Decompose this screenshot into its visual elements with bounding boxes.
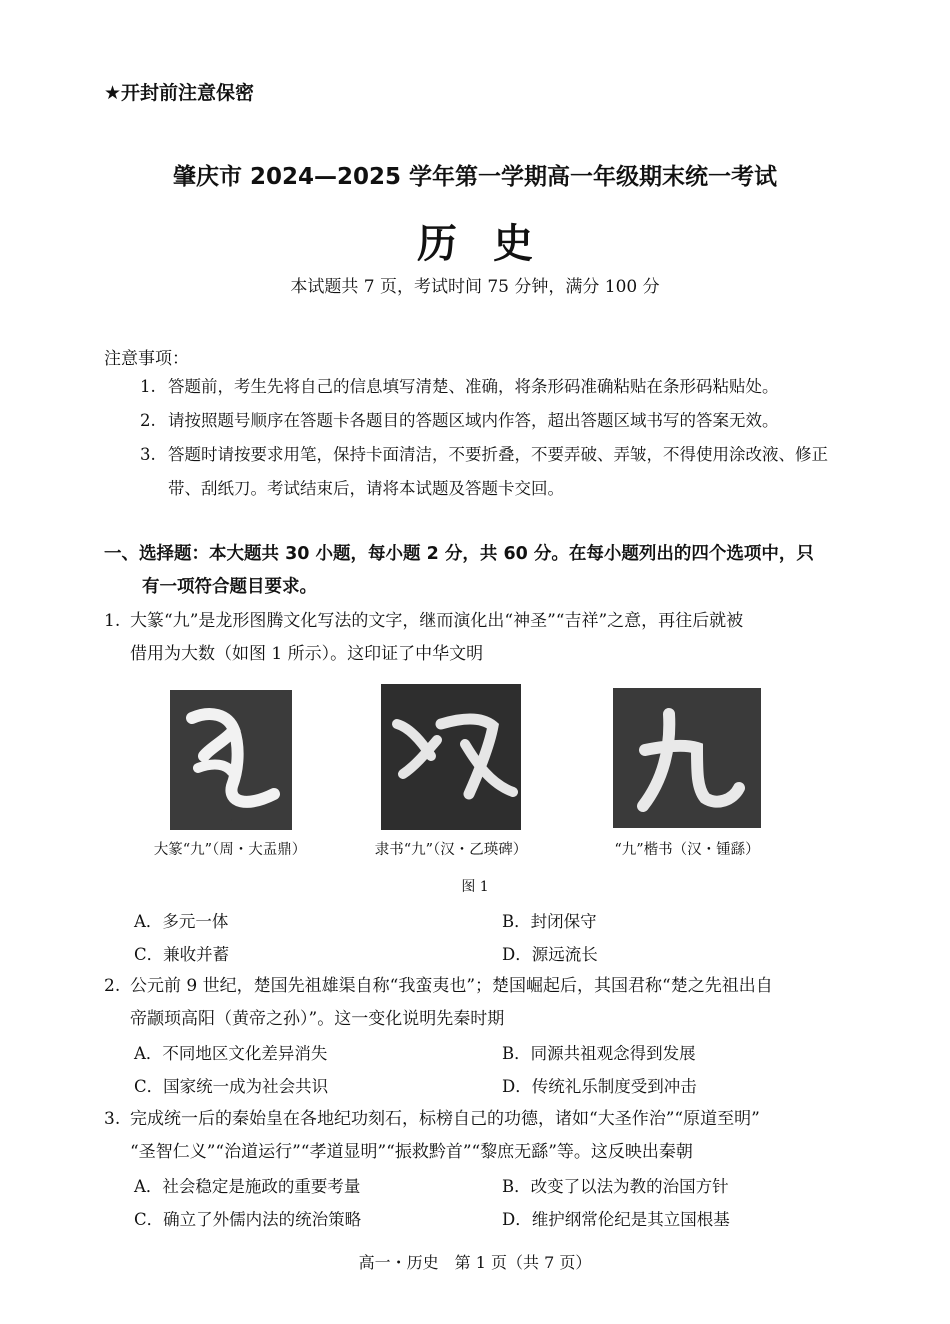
page-footer: 高一・历史 第 1 页（共 7 页）	[358, 1253, 592, 1272]
question-number: 1.	[104, 611, 121, 631]
question-2-line2: 帝颛顼高阳（黄帝之孙）”。这一变化说明先秦时期	[130, 1009, 505, 1029]
section-heading-line1: 一、选择题：本大题共 30 小题，每小题 2 分，共 60 分。在每小题列出的四个选项中，只	[104, 544, 814, 564]
figure-caption-1: 大篆“九”（周・大盂鼎）	[153, 842, 307, 858]
glyph-label: 九	[451, 824, 452, 825]
notes-heading: 注意事项：	[104, 349, 189, 369]
note-text: 答题时请按要求用笔，保持卡面清洁，不要折叠，不要弄破、弄皱，不得使用涂改液、修正带、刮纸刀。考试结束后，请将本试题及答题卡交回。	[168, 445, 828, 498]
question-1-line1	[104, 605, 856, 638]
question-2-line1	[104, 970, 856, 1003]
note-item	[140, 370, 852, 404]
figure-caption-2: 隶书“九”（汉・乙瑛碑）	[374, 842, 528, 858]
note-number: 3.	[140, 445, 156, 464]
q2-option-d: D．传统礼乐制度受到冲击	[502, 1077, 697, 1096]
note-text: 答题前，考生先将自己的信息填写清楚、准确，将条形码准确粘贴在条形码粘贴处。	[168, 377, 779, 396]
exam-title: 肇庆市 2024—2025 学年第一学期高一年级期末统一考试	[172, 164, 778, 190]
figure-caption-3: “九”楷书（汉・锺繇）	[614, 842, 760, 858]
note-item	[140, 438, 852, 506]
q1-option-d: D．源远流长	[502, 945, 598, 964]
question-number: 2.	[104, 976, 121, 996]
glyph-label: 九	[687, 822, 688, 823]
figure-image-dazhuan	[170, 690, 292, 830]
exam-info: 本试题共 7 页，考试时间 75 分钟，满分 100 分	[290, 277, 660, 297]
question-1-line2: 借用为大数（如图 1 所示）。这印证了中华文明	[130, 644, 484, 664]
question-text: 大篆“九”是龙形图腾文化写法的文字，继而演化出“神圣”“吉祥”之意，再往后就被	[130, 611, 744, 631]
q1-option-a: A．多元一体	[134, 912, 229, 931]
question-text: 公元前 9 世纪，楚国先祖雄渠自称“我蛮夷也”；楚国崛起后，其国君称“楚之先祖出自	[130, 976, 773, 996]
q3-option-c: C．确立了外儒内法的统治策略	[134, 1210, 362, 1229]
glyph-label: 九	[231, 820, 232, 821]
q2-option-a: A．不同地区文化差异消失	[134, 1044, 328, 1063]
question-3-line1	[104, 1103, 856, 1136]
confidential-notice: ★开封前注意保密	[104, 82, 255, 104]
subject-title: 历史	[417, 220, 569, 267]
figure-image-lishu	[381, 684, 521, 830]
q2-option-c: C．国家统一成为社会共识	[134, 1077, 329, 1096]
note-item	[140, 404, 852, 438]
q1-option-b: B．封闭保守	[502, 912, 597, 931]
q1-option-c: C．兼收并蓄	[134, 945, 230, 964]
q3-option-d: D．维护纲常伦纪是其立国根基	[502, 1210, 730, 1229]
note-number: 1.	[140, 377, 156, 396]
q3-option-b: B．改变了以法为教的治国方针	[502, 1177, 729, 1196]
figure-image-kaishu	[613, 688, 761, 828]
q3-option-a: A．社会稳定是施政的重要考量	[134, 1177, 361, 1196]
q2-option-b: B．同源共祖观念得到发展	[502, 1044, 696, 1063]
question-number: 3.	[104, 1109, 121, 1129]
section-heading-line2: 有一项符合题目要求。	[142, 577, 317, 597]
question-3-line2: “圣智仁义”“治道运行”“孝道显明”“振救黔首”“黎庶无繇”等。这反映出秦朝	[130, 1142, 693, 1162]
question-text: 完成统一后的秦始皇在各地纪功刻石，标榜自己的功德，诸如“大圣作治”“原道至明”	[130, 1109, 760, 1129]
figure-label: 图 1	[461, 879, 489, 895]
note-text: 请按照题号顺序在答题卡各题目的答题区域内作答，超出答题区域书写的答案无效。	[168, 411, 779, 430]
note-number: 2.	[140, 411, 156, 430]
